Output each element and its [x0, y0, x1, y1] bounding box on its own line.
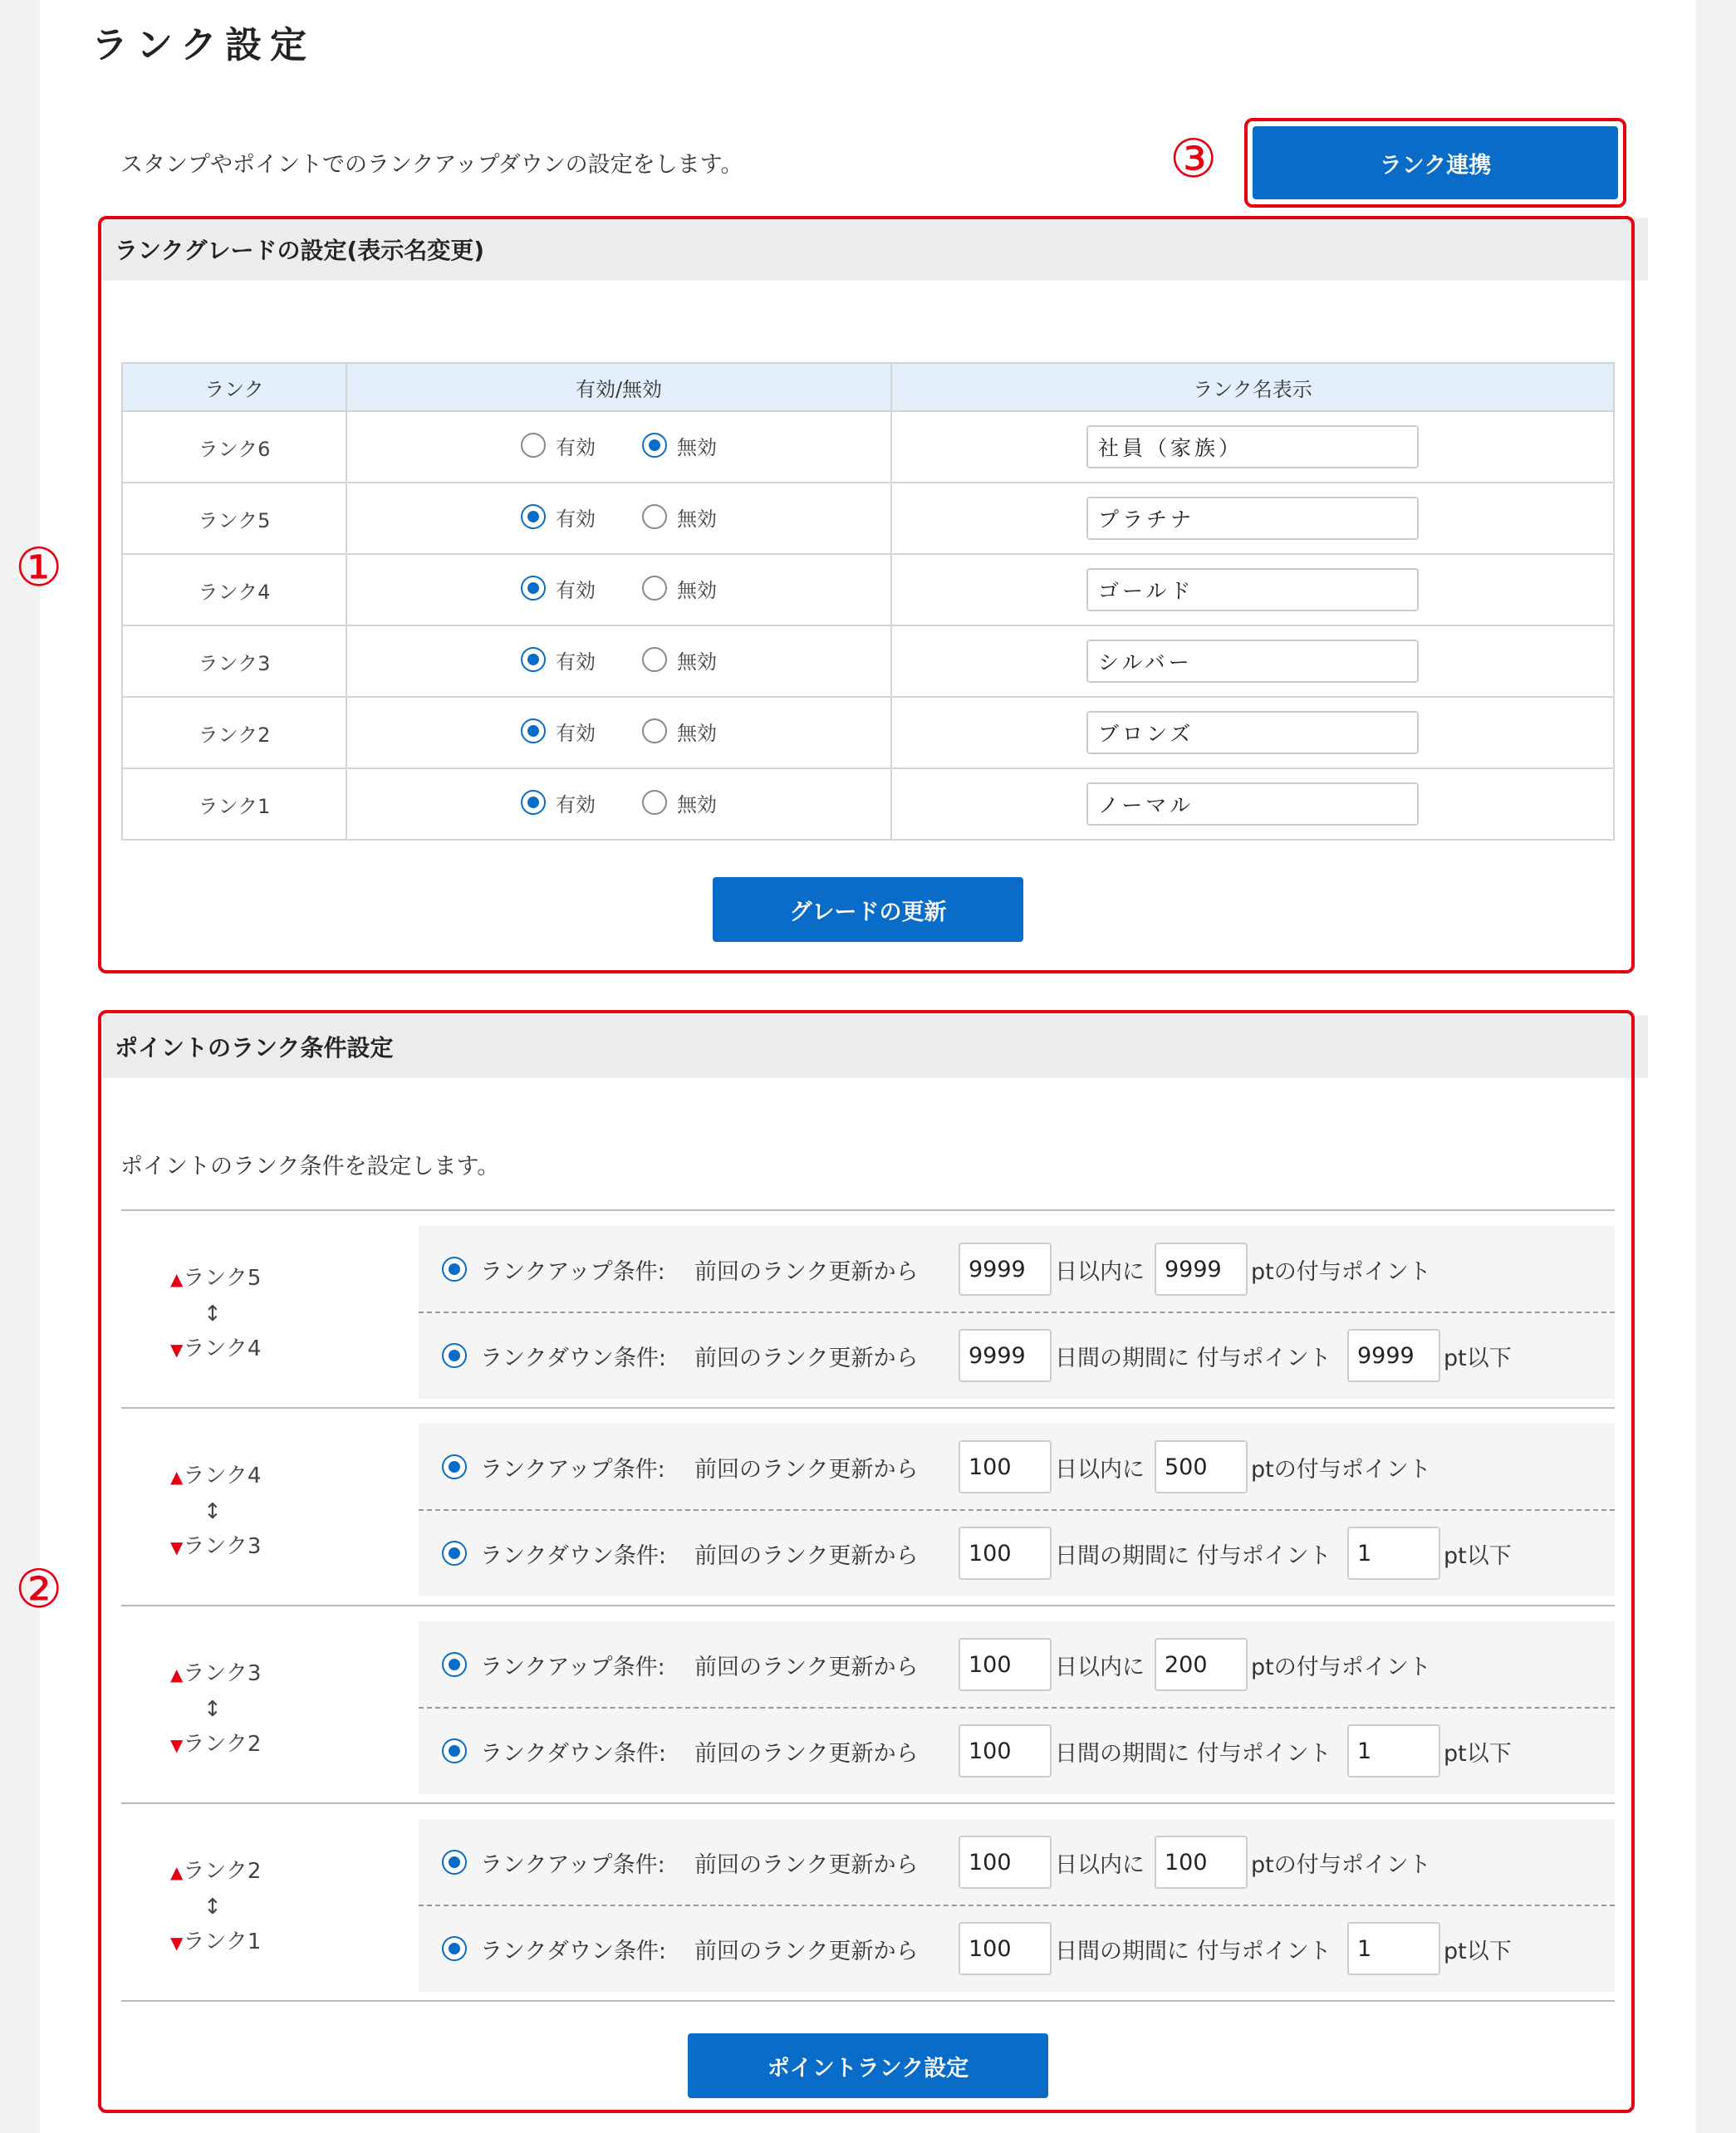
radio-circle-icon [642, 433, 667, 458]
display-name-cell [891, 483, 1614, 554]
rank-cell: ランク3 [122, 625, 346, 697]
enabled-radio[interactable] [521, 717, 596, 746]
status-cell [346, 554, 891, 625]
rank-down-condition-label: ランクダウン条件: [480, 1740, 667, 1767]
rank-up-condition-row [419, 1424, 1615, 1510]
radio-circle-icon [642, 647, 667, 672]
rank-up-condition-label: ランクアップ条件: [480, 1851, 665, 1878]
display-name-cell [891, 411, 1614, 483]
grade-row [122, 697, 1614, 768]
rank-display-name-input[interactable] [1086, 568, 1419, 611]
disabled-radio[interactable] [642, 574, 717, 603]
rank-display-name-input[interactable] [1086, 711, 1419, 754]
callout-three: ③ [1170, 129, 1218, 190]
lower-rank-label: ランク3 [183, 1534, 262, 1559]
display-name-cell [891, 625, 1614, 697]
up-down-arrow-icon: ↕ [204, 1499, 222, 1524]
rank-down-condition-row [419, 1708, 1615, 1794]
rank-down-radio[interactable] [442, 1936, 467, 1961]
rank-down-days-input[interactable] [959, 1329, 1052, 1382]
pt-granted-label: ptの付与ポイント [1251, 1456, 1431, 1483]
condition-panel [419, 1424, 1615, 1596]
status-cell [346, 697, 891, 768]
radio-circle-icon [642, 504, 667, 529]
triangle-up-icon: ▲ [170, 1467, 184, 1487]
enabled-label: 有効 [556, 435, 596, 459]
rank-up-days-input[interactable] [959, 1638, 1052, 1691]
enabled-label: 有効 [556, 507, 596, 531]
enabled-label: 有効 [556, 650, 596, 674]
disabled-label: 無効 [677, 507, 717, 531]
triangle-up-icon: ▲ [170, 1862, 184, 1882]
enabled-radio[interactable] [521, 431, 596, 460]
triangle-up-icon: ▲ [170, 1665, 184, 1684]
within-days-label: 日以内に [1055, 1654, 1145, 1680]
lower-rank-label: ランク1 [183, 1930, 262, 1954]
rank-up-days-input[interactable] [959, 1440, 1052, 1493]
rank-cell: ランク1 [122, 768, 346, 840]
rank-down-days-input[interactable] [959, 1724, 1052, 1778]
rank-up-condition-row [419, 1226, 1615, 1312]
since-update-label: 前回のランク更新から [694, 1654, 919, 1680]
rank-down-points-input[interactable] [1347, 1329, 1440, 1382]
rank-link-button[interactable]: ランク連携 [1253, 126, 1618, 199]
enabled-radio[interactable] [521, 788, 596, 817]
condition-panel [419, 1819, 1615, 1992]
condition-panel [419, 1621, 1615, 1794]
upper-rank-label: ランク5 [183, 1266, 262, 1291]
enabled-label: 有効 [556, 792, 596, 816]
column-header-rank: ランク [122, 363, 346, 411]
point-rank-submit-button[interactable]: ポイントランク設定 [688, 2033, 1048, 2098]
grade-row [122, 768, 1614, 840]
disabled-radio[interactable] [642, 645, 717, 674]
rank-down-radio[interactable] [442, 1541, 467, 1566]
rank-display-name-input[interactable] [1086, 782, 1419, 826]
rank-down-condition-label: ランクダウン条件: [480, 1542, 667, 1569]
rank-down-points-input[interactable] [1347, 1527, 1440, 1580]
rank-cell: ランク5 [122, 483, 346, 554]
disabled-radio[interactable] [642, 717, 717, 746]
group-divider [121, 2000, 1615, 2002]
rank-up-points-input[interactable] [1155, 1836, 1248, 1889]
pt-granted-label: ptの付与ポイント [1251, 1851, 1431, 1878]
rank-up-condition-label: ランクアップ条件: [480, 1654, 665, 1680]
upper-rank-label: ランク3 [183, 1661, 262, 1686]
rank-up-days-input[interactable] [959, 1243, 1052, 1296]
pt-or-less-label: pt以下 [1444, 1542, 1512, 1569]
rank-pair-label [170, 1656, 336, 1763]
rank-cell: ランク4 [122, 554, 346, 625]
upper-rank-label: ランク4 [183, 1464, 262, 1488]
grade-row [122, 411, 1614, 483]
rank-down-days-input[interactable] [959, 1922, 1052, 1975]
pt-or-less-label: pt以下 [1444, 1345, 1512, 1371]
condition-panel [419, 1226, 1615, 1399]
radio-circle-icon [521, 504, 546, 529]
up-down-arrow-icon: ↕ [204, 1697, 222, 1722]
radio-circle-icon [521, 718, 546, 743]
disabled-label: 無効 [677, 721, 717, 745]
group-divider [121, 1407, 1615, 1409]
during-days-label: 日間の期間に 付与ポイント [1055, 1740, 1331, 1767]
callout-one: ① [15, 537, 63, 599]
rank-up-condition-label: ランクアップ条件: [480, 1456, 665, 1483]
rank-up-condition-row [419, 1621, 1615, 1708]
grade-section-heading: ランクグレードの設定(表示名変更) [103, 218, 1648, 281]
rank-down-points-input[interactable] [1347, 1922, 1440, 1975]
since-update-label: 前回のランク更新から [694, 1542, 919, 1569]
grade-table [121, 362, 1615, 841]
disabled-radio[interactable] [642, 503, 717, 532]
within-days-label: 日以内に [1055, 1851, 1145, 1878]
radio-circle-icon [521, 647, 546, 672]
rank-display-name-input[interactable] [1086, 640, 1419, 683]
rank-up-points-input[interactable] [1155, 1638, 1248, 1691]
rank-pair-label [170, 1261, 336, 1367]
since-update-label: 前回のランク更新から [694, 1258, 919, 1285]
grade-row [122, 554, 1614, 625]
radio-circle-icon [642, 790, 667, 815]
since-update-label: 前回のランク更新から [694, 1345, 919, 1371]
group-divider [121, 1605, 1615, 1606]
rank-up-radio[interactable] [442, 1257, 467, 1282]
rank-up-radio[interactable] [442, 1850, 467, 1875]
rank-up-radio[interactable] [442, 1652, 467, 1677]
enabled-label: 有効 [556, 721, 596, 745]
since-update-label: 前回のランク更新から [694, 1456, 919, 1483]
pt-or-less-label: pt以下 [1444, 1740, 1512, 1767]
radio-circle-icon [521, 576, 546, 601]
rank-down-radio[interactable] [442, 1738, 467, 1763]
rank-down-condition-label: ランクダウン条件: [480, 1938, 667, 1964]
during-days-label: 日間の期間に 付与ポイント [1055, 1345, 1331, 1371]
grade-row [122, 625, 1614, 697]
rank-up-days-input[interactable] [959, 1836, 1052, 1889]
radio-circle-icon [642, 718, 667, 743]
point-section-heading: ポイントのランク条件設定 [103, 1015, 1648, 1078]
status-cell [346, 411, 891, 483]
rank-down-points-input[interactable] [1347, 1724, 1440, 1778]
disabled-label: 無効 [677, 650, 717, 674]
since-update-label: 前回のランク更新から [694, 1938, 919, 1964]
display-name-cell [891, 697, 1614, 768]
status-cell [346, 483, 891, 554]
display-name-cell [891, 768, 1614, 840]
rank-up-condition-label: ランクアップ条件: [480, 1258, 665, 1285]
radio-circle-icon [642, 576, 667, 601]
during-days-label: 日間の期間に 付与ポイント [1055, 1938, 1331, 1964]
column-header-display-name: ランク名表示 [891, 363, 1614, 411]
disabled-label: 無効 [677, 435, 717, 459]
lower-rank-label: ランク2 [183, 1732, 262, 1757]
group-divider [121, 1209, 1615, 1211]
rank-down-radio[interactable] [442, 1343, 467, 1368]
pt-granted-label: ptの付与ポイント [1251, 1258, 1431, 1285]
up-down-arrow-icon: ↕ [204, 1895, 222, 1920]
up-down-arrow-icon: ↕ [204, 1302, 222, 1326]
rank-up-radio[interactable] [442, 1454, 467, 1479]
update-grade-button[interactable]: グレードの更新 [713, 877, 1023, 942]
rank-display-name-input[interactable] [1086, 425, 1419, 468]
pt-granted-label: ptの付与ポイント [1251, 1654, 1431, 1680]
enabled-radio[interactable] [521, 645, 596, 674]
since-update-label: 前回のランク更新から [694, 1740, 919, 1767]
rank-up-points-input[interactable] [1155, 1243, 1248, 1296]
disabled-label: 無効 [677, 792, 717, 816]
page-description: スタンプやポイントでのランクアップダウンの設定をします。 [120, 152, 743, 178]
rank-down-condition-row [419, 1905, 1615, 1992]
within-days-label: 日以内に [1055, 1258, 1145, 1285]
rank-cell: ランク2 [122, 697, 346, 768]
triangle-down-icon: ▼ [170, 1340, 184, 1360]
lower-rank-label: ランク4 [183, 1336, 262, 1361]
column-header-enabled: 有効/無効 [346, 363, 891, 411]
enabled-label: 有効 [556, 578, 596, 602]
rank-down-days-input[interactable] [959, 1527, 1052, 1580]
disabled-radio[interactable] [642, 788, 717, 817]
triangle-down-icon: ▼ [170, 1537, 184, 1557]
rank-down-condition-row [419, 1510, 1615, 1596]
display-name-cell [891, 554, 1614, 625]
rank-up-condition-row [419, 1819, 1615, 1905]
rank-cell: ランク6 [122, 411, 346, 483]
since-update-label: 前回のランク更新から [694, 1851, 919, 1878]
pt-or-less-label: pt以下 [1444, 1938, 1512, 1964]
radio-circle-icon [521, 433, 546, 458]
status-cell [346, 625, 891, 697]
triangle-down-icon: ▼ [170, 1933, 184, 1953]
enabled-radio[interactable] [521, 574, 596, 603]
during-days-label: 日間の期間に 付与ポイント [1055, 1542, 1331, 1569]
page-title: ランク設定 [91, 24, 316, 66]
rank-pair-label [170, 1459, 336, 1565]
radio-circle-icon [521, 790, 546, 815]
triangle-up-icon: ▲ [170, 1269, 184, 1289]
within-days-label: 日以内に [1055, 1456, 1145, 1483]
rank-display-name-input[interactable] [1086, 497, 1419, 540]
grade-row [122, 483, 1614, 554]
upper-rank-label: ランク2 [183, 1859, 262, 1884]
rank-down-condition-row [419, 1312, 1615, 1399]
disabled-label: 無効 [677, 578, 717, 602]
rank-up-points-input[interactable] [1155, 1440, 1248, 1493]
disabled-radio[interactable] [642, 431, 717, 460]
callout-two: ② [15, 1559, 63, 1621]
triangle-down-icon: ▼ [170, 1735, 184, 1755]
status-cell [346, 768, 891, 840]
enabled-radio[interactable] [521, 503, 596, 532]
group-divider [121, 1802, 1615, 1804]
rank-down-condition-label: ランクダウン条件: [480, 1345, 667, 1371]
point-section-note: ポイントのランク条件を設定します。 [120, 1154, 500, 1179]
rank-pair-label [170, 1854, 336, 1960]
